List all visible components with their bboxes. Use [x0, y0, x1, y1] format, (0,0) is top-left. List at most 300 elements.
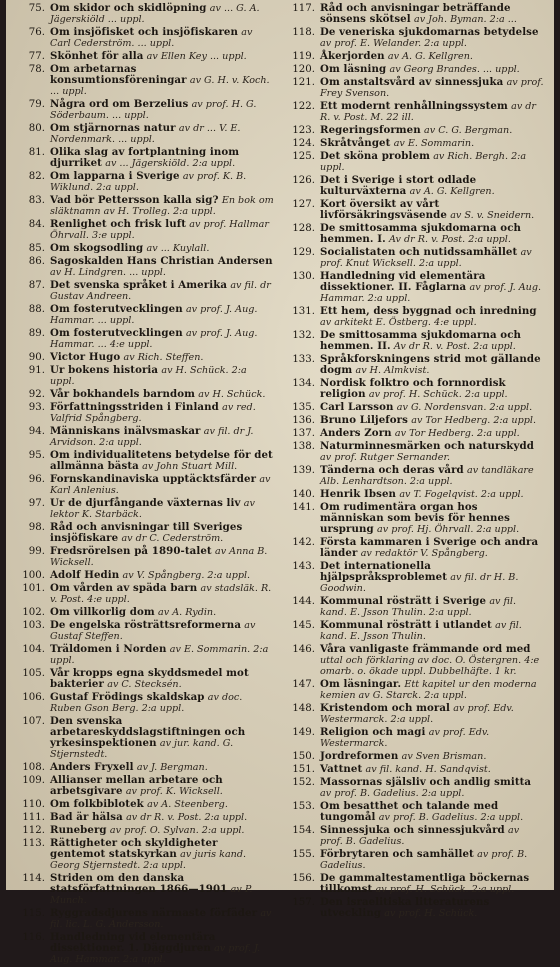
entry-number: 96. [28, 474, 45, 485]
entry-title: Adolf Hedin [50, 569, 120, 581]
entry-number: 82. [28, 171, 45, 182]
catalog-entry [288, 801, 544, 823]
entry-detail: av prof. B. Gadelius. [320, 849, 528, 871]
entry-body [50, 522, 274, 544]
entry-detail: av Rich. Bergh. 2:a uppl. [320, 151, 527, 173]
entry-detail: av Rich. Steffen. [123, 352, 204, 363]
entry-body [320, 428, 544, 439]
entry-number: 89. [28, 328, 45, 339]
entry-body [320, 306, 544, 328]
entry-title: Om skidor och skidlöpning [50, 2, 207, 14]
entry-title: Striden om den danska statsförfattningen 1866—1901 [50, 872, 228, 895]
entry-detail: av V. Spångberg. 2:a uppl. [122, 570, 251, 581]
catalog-entry [18, 716, 274, 760]
entry-number: 153. [292, 801, 315, 812]
entry-number: 152. [292, 777, 315, 788]
entry-body [50, 304, 274, 326]
entry-body [320, 138, 544, 149]
entry-detail: av prof. B. Gadelius. 2:a uppl. [378, 812, 524, 823]
catalog-entry [18, 219, 274, 241]
entry-number: 115. [22, 908, 45, 919]
entry-title: Vad bör Pettersson kalla sig? [50, 194, 219, 206]
catalog-entry [288, 825, 544, 847]
entry-body [50, 51, 274, 62]
entry-title: De gammaltestamentliga böckernas tillkomst [320, 872, 530, 895]
catalog-entry [18, 123, 274, 145]
entry-body [50, 762, 274, 773]
entry-detail: av prof. J. Aug. Hammar. 2:a uppl. [320, 282, 542, 304]
entry-number: 136. [292, 415, 315, 426]
entry-body [50, 280, 274, 302]
entry-title: Vattnet [320, 763, 363, 775]
entry-number: 93. [28, 402, 45, 413]
entry-number: 105. [22, 668, 45, 679]
entry-body [320, 703, 544, 725]
entry-body [50, 570, 274, 581]
entry-detail: av E. Sommarin. 2:a uppl. [50, 644, 269, 666]
catalog-entry [288, 330, 544, 352]
catalog-entry [18, 328, 274, 350]
entry-number: 128. [292, 223, 315, 234]
entry-detail: av Georg Brandes. ... uppl. [389, 64, 520, 75]
entry-number: 83. [28, 195, 45, 206]
entry-title: Jordreformen [320, 750, 399, 762]
catalog-entry [288, 561, 544, 594]
entry-title: Kristendom och moral [320, 702, 451, 714]
entry-number: 145. [292, 620, 315, 631]
entry-detail: av prof. Knut Wicksell. 2:a uppl. [320, 247, 532, 269]
entry-body [50, 838, 274, 871]
entry-body [320, 751, 544, 762]
entry-number: 120. [292, 64, 315, 75]
entry-body [50, 908, 274, 930]
entry-detail: av doc. Ruben Gson Berg. 2:a uppl. [50, 692, 243, 714]
entry-number: 111. [22, 812, 45, 823]
entry-body [50, 825, 274, 836]
entry-body [320, 764, 544, 775]
right-column [288, 3, 544, 967]
entry-title: Kommunal rösträtt i Sverige [320, 595, 487, 607]
entry-number: 100. [22, 570, 45, 581]
catalog-entry [288, 849, 544, 871]
catalog-entry [288, 402, 544, 413]
entry-title: Ur bokens historia [50, 364, 159, 376]
entry-title: Om individualitetens betydelse för det allmänna bästa [50, 449, 273, 472]
entry-body [320, 125, 544, 136]
entry-body [50, 243, 274, 254]
entry-title: Om fosterutvecklingen [50, 303, 183, 315]
entry-detail: av arkitekt E. Östberg. 4:e uppl. [320, 317, 477, 328]
entry-number: 130. [292, 271, 315, 282]
entry-number: 97. [28, 498, 45, 509]
entry-body [320, 777, 544, 799]
entry-body [50, 716, 274, 760]
entry-number: 99. [28, 546, 45, 557]
entry-title: Första kammaren i Sverige och andra länder [320, 536, 539, 559]
entry-body [320, 77, 544, 99]
entry-number: 144. [292, 596, 315, 607]
catalog-entry [288, 679, 544, 701]
entry-number: 79. [28, 99, 45, 110]
entry-body [320, 223, 544, 245]
entry-title: Om arbetarnas konsumtionsföreningar [50, 63, 187, 86]
entry-title: Om villkorlig dom [50, 606, 155, 618]
entry-number: 150. [292, 751, 315, 762]
entry-title: Den svenska arbetareskyddslagstiftningen och yrkesinspektionen [50, 715, 246, 749]
entry-number: 80. [28, 123, 45, 134]
entry-number: 156. [292, 873, 315, 884]
entry-title: Handledning vid elementära dissektioner. II. Fåglarna [320, 270, 486, 293]
catalog-entry [18, 522, 274, 544]
entry-number: 104. [22, 644, 45, 655]
entry-title: Det svenska språket i Amerika [50, 279, 228, 291]
entry-body [50, 64, 274, 97]
catalog-entry [288, 271, 544, 304]
entry-title: Henrik Ibsen [320, 488, 397, 500]
entry-title: Om rudimentära organ hos människan som bevis för hennes ursprung [320, 501, 510, 535]
catalog-entry [18, 256, 274, 278]
entry-title: Om besatthet och talande med tungomål [320, 800, 499, 823]
entry-detail: av S. v. Sneidern. [450, 210, 535, 221]
entry-number: 86. [28, 256, 45, 267]
entry-body [50, 256, 274, 278]
entry-detail: av Sven Brisman. [401, 751, 487, 762]
entry-detail: av prof. Edv. Westermarck. [320, 727, 490, 749]
catalog-entry [288, 751, 544, 762]
entry-title: Tänderna och deras vård [320, 464, 464, 476]
catalog-entry [288, 27, 544, 49]
catalog-entry [18, 365, 274, 387]
entry-number: 135. [292, 402, 315, 413]
entry-detail: av fil. lic. L. G. Andersson. [50, 908, 272, 930]
entry-title: Regeringsformen [320, 124, 421, 136]
entry-body [320, 644, 544, 677]
entry-detail: av fil. dr Gustav Andreen. [50, 280, 271, 302]
entry-title: Det internationella hjälpspråksproblemet [320, 560, 448, 583]
entry-number: 106. [22, 692, 45, 703]
entry-detail: av prof. H. G. Söderbaum. ... uppl. [50, 99, 257, 121]
entry-detail: av Tor Hedberg. 2:a uppl. [394, 428, 520, 439]
entry-body [50, 3, 274, 25]
entry-title: Om läsningar. [320, 678, 402, 690]
catalog-entry [18, 450, 274, 472]
entry-title: De veneriska sjukdomarnas betydelse [320, 26, 539, 38]
catalog-entry [288, 378, 544, 400]
catalog-entry [288, 764, 544, 775]
entry-detail: av Anna B. Wicksell. [50, 546, 268, 568]
entry-title: Carl Larsson [320, 401, 394, 413]
entry-title: Träldomen i Norden [50, 643, 167, 655]
entry-title: Om insjöfisket och insjöfiskaren [50, 26, 239, 38]
entry-body [320, 825, 544, 847]
entry-body [50, 692, 274, 714]
catalog-entry [288, 441, 544, 463]
entry-number: 125. [292, 151, 315, 162]
entry-body [50, 620, 274, 642]
entry-number: 151. [292, 764, 315, 775]
entry-number: 85. [28, 243, 45, 254]
catalog-entry [18, 583, 274, 605]
entry-detail: av C. G. Bergman. [424, 125, 513, 136]
entry-detail: av dr R. v. Post. M. 22 ill. [320, 101, 537, 123]
entry-detail: av A. Rydin. [158, 607, 217, 618]
entry-number: 81. [28, 147, 45, 158]
catalog-entry [288, 138, 544, 149]
entry-number: 108. [22, 762, 45, 773]
entry-number: 132. [292, 330, 315, 341]
catalog-entry [18, 389, 274, 400]
entry-body [50, 171, 274, 193]
entry-number: 116. [22, 932, 45, 943]
entry-detail: av prof. K. B. Wiklund. 2:a uppl. [50, 171, 247, 193]
catalog-entry [18, 668, 274, 690]
entry-body [320, 502, 544, 535]
catalog-entry [18, 799, 274, 810]
entry-body [50, 546, 274, 568]
entry-detail: av ... Jägerskiöld. 2:a uppl. [105, 158, 236, 169]
entry-detail: av prof. J. Aug. Hammar. 2:a uppl. [50, 943, 261, 965]
entry-title: Olika slag av fortplantning inom djurriket [50, 146, 240, 169]
entry-body [320, 64, 544, 75]
catalog-entry [18, 812, 274, 823]
entry-title: Socialistaten och nutidssamhället [320, 246, 518, 258]
entry-body [320, 27, 544, 49]
entry-number: 119. [292, 51, 315, 62]
entry-detail: av prof. B. Gadelius. [320, 825, 520, 847]
entry-detail: av Karl Anlenius. [50, 474, 271, 496]
entry-detail: av A. Steenberg. [147, 799, 228, 810]
entry-title: De smittosamma sjukdomarna och hemmen. II. [320, 329, 522, 352]
catalog-entry [288, 777, 544, 799]
entry-title: Massornas själsliv och andlig smitta [320, 776, 532, 788]
entry-title: Allianser mellan arbetare och arbetsgivare [50, 774, 223, 797]
catalog-entry [18, 570, 274, 581]
entry-detail: av juris kand. Georg Stjernstedt. 2:a uppl. [50, 849, 247, 871]
catalog-entry [18, 64, 274, 97]
entry-number: 121. [292, 77, 315, 88]
entry-body [320, 679, 544, 701]
entry-number: 131. [292, 306, 315, 317]
entry-detail: av redaktör V. Spångberg. [360, 548, 488, 559]
catalog-entry [288, 873, 544, 895]
entry-detail: av H. Schück. [198, 389, 266, 400]
entry-number: 92. [28, 389, 45, 400]
entry-body [50, 775, 274, 797]
entry-detail: av prof. J. Aug. Hammar. ... uppl. [50, 304, 258, 326]
entry-title: Människans inälvsmaskar [50, 425, 201, 437]
entry-number: 118. [292, 27, 315, 38]
catalog-entry [288, 620, 544, 642]
entry-body [320, 402, 544, 413]
entry-number: 88. [28, 304, 45, 315]
entry-title: Rättigheter och skyldigheter gentemot statskyrkan [50, 837, 218, 860]
entry-title: Om folkbiblotek [50, 798, 144, 810]
entry-body [320, 465, 544, 487]
entry-title: Religion och magi [320, 726, 426, 738]
entry-detail: av A. G. Kellgren. [387, 51, 473, 62]
entry-detail: av prof. Hallmar Öhrvall. 3:e uppl. [50, 219, 269, 241]
entry-detail: av tandläkare Alb. Lenhardtson. 2:a uppl. [320, 465, 534, 487]
entry-detail: av John Stuart Mill. [142, 461, 238, 472]
entry-detail: av dr C. Cederström. [121, 533, 224, 544]
entry-number: 102. [22, 607, 45, 618]
entry-body [50, 668, 274, 690]
entry-body [50, 147, 274, 169]
entry-number: 107. [22, 716, 45, 727]
entry-detail: av H. Lindgren. ... uppl. [50, 267, 166, 278]
entry-number: 112. [22, 825, 45, 836]
entry-number: 142. [292, 537, 315, 548]
entry-body [320, 101, 544, 123]
entry-title: Runeberg [50, 824, 107, 836]
catalog-entry [288, 101, 544, 123]
catalog-entry [288, 415, 544, 426]
catalog-entry [288, 151, 544, 173]
entry-title: Bruno Liljefors [320, 414, 408, 426]
entry-number: 155. [292, 849, 315, 860]
entry-title: Om fosterutvecklingen [50, 327, 183, 339]
entry-body [50, 644, 274, 666]
entry-number: 101. [22, 583, 45, 594]
catalog-entry [288, 64, 544, 75]
entry-number: 123. [292, 125, 315, 136]
entry-body [50, 812, 274, 823]
entry-detail: av prof. J. Aug. Hammar. ... 4:e uppl. [50, 328, 258, 350]
entry-detail: av fil. kand. E. Jsson Thulin. [320, 620, 522, 642]
entry-number: 157. [292, 897, 315, 908]
entry-detail: av prof. B. Gadelius. 2:a uppl. [320, 788, 465, 799]
entry-title: Den israelitiska litteraturens utveckling [320, 896, 490, 919]
entry-body [320, 801, 544, 823]
entry-number: 154. [292, 825, 315, 836]
entry-number: 98. [28, 522, 45, 533]
entry-detail: uttal och förklaring av doc. O. Östergren. 4:e omarb. o. ökade uppl. Dubbelhäfte. 1 kr. [320, 655, 540, 677]
entry-body [320, 727, 544, 749]
catalog-entry [288, 502, 544, 535]
entry-detail: av Carl Cederström. ... uppl. [50, 27, 253, 49]
entry-number: 103. [22, 620, 45, 631]
left-column [18, 3, 274, 967]
entry-detail: av prof. H. Schück. [384, 908, 478, 919]
entry-body [50, 498, 274, 520]
entry-detail: av prof. E. Welander. 2:a uppl. [320, 38, 467, 49]
catalog-entry [288, 51, 544, 62]
entry-number: 124. [292, 138, 315, 149]
entry-number: 126. [292, 175, 315, 186]
catalog-entry [18, 838, 274, 871]
entry-detail: av lektor K. Starbäck. [50, 498, 255, 520]
entry-number: 109. [22, 775, 45, 786]
catalog-entry [18, 546, 274, 568]
entry-body [50, 389, 274, 400]
catalog-entry [18, 195, 274, 217]
entry-title: Ett modernt renhållningssystem [320, 100, 508, 112]
entry-body [320, 199, 544, 221]
entry-number: 78. [28, 64, 45, 75]
catalog-entry [288, 644, 544, 677]
entry-detail: av A. G. Kellgren. [409, 186, 495, 197]
entry-title: De engelska rösträttsreformerna [50, 619, 242, 631]
entry-number: 77. [28, 51, 45, 62]
entry-title: Anders Fryxell [50, 761, 134, 773]
entry-body [50, 932, 274, 965]
entry-title: Om lapparna i Sverige [50, 170, 180, 182]
entry-number: 127. [292, 199, 315, 210]
catalog-entry [288, 489, 544, 500]
entry-detail: av Tor Hedberg. 2:a uppl. [411, 415, 537, 426]
entry-detail: av jur. kand. G. Stjernstedt. [50, 738, 234, 760]
entry-number: 94. [28, 426, 45, 437]
catalog-entry [288, 175, 544, 197]
entry-title: Bad är hälsa [50, 811, 123, 823]
catalog-entry [288, 703, 544, 725]
entry-body [320, 247, 544, 269]
entry-detail: av prof. H. Schück. 2:a uppl. [375, 884, 515, 895]
entry-body [320, 561, 544, 594]
entry-title: Förbrytaren och samhället [320, 848, 474, 860]
entry-title: Nordisk folktro och fornnordisk religion [320, 377, 506, 400]
entry-number: 114. [22, 873, 45, 884]
catalog-entry [18, 825, 274, 836]
entry-body [50, 450, 274, 472]
entry-title: Några ord om Berzelius [50, 98, 189, 110]
entry-body [50, 365, 274, 387]
entry-number: 149. [292, 727, 315, 738]
entry-body [320, 271, 544, 304]
entry-title: Åkerjorden [320, 50, 385, 62]
entry-number: 122. [292, 101, 315, 112]
catalog-entry [288, 125, 544, 136]
entry-number: 95. [28, 450, 45, 461]
entry-number: 140. [292, 489, 315, 500]
entry-detail: av prof. Frey Svenson. [320, 77, 544, 99]
catalog-entry [288, 465, 544, 487]
entry-detail: av H. Almkvist. [355, 365, 430, 376]
entry-detail: av Ellen Key ... uppl. [146, 51, 247, 62]
entry-number: 84. [28, 219, 45, 230]
entry-number: 139. [292, 465, 315, 476]
catalog-entry [288, 354, 544, 376]
entry-title: Kort översikt av vårt livförsäkringsväsende [320, 198, 447, 221]
catalog-entry [288, 3, 544, 25]
entry-title: Ett hem, dess byggnad och inredning [320, 305, 537, 317]
entry-title: Sinnessjuka och sinnessjukvård [320, 824, 505, 836]
entry-detail: av dr ... V. E. Nordenmark. ... uppl. [50, 123, 241, 145]
entry-body [50, 352, 274, 363]
catalog-entry [18, 304, 274, 326]
entry-body [320, 489, 544, 500]
entry-number: 134. [292, 378, 315, 389]
entry-body [320, 897, 544, 919]
entry-detail: av G. Nordensvan. 2:a uppl. [396, 402, 533, 413]
entry-detail: av T. Fogelqvist. 2:a uppl. [399, 489, 524, 500]
catalog-entry [18, 426, 274, 448]
entry-detail: av prof. H. Schück. 2:a uppl. [368, 389, 508, 400]
entry-title: Gustaf Frödings skaldskap [50, 691, 205, 703]
entry-body [320, 620, 544, 642]
entry-body [320, 330, 544, 352]
entry-body [320, 3, 544, 25]
entry-detail: av prof. Edv. Westermarck. 2:a uppl. [320, 703, 514, 725]
entry-body [320, 415, 544, 426]
entry-number: 141. [292, 502, 315, 513]
catalog-entry [18, 932, 274, 965]
catalog-entry [288, 428, 544, 439]
entry-title: Renlighet och frisk luft [50, 218, 187, 230]
entry-detail: av fil. kand. H. Sandqvist. [365, 764, 491, 775]
entry-detail: Av dr R. v. Post. 2:a uppl. [393, 341, 516, 352]
entry-body [320, 596, 544, 618]
